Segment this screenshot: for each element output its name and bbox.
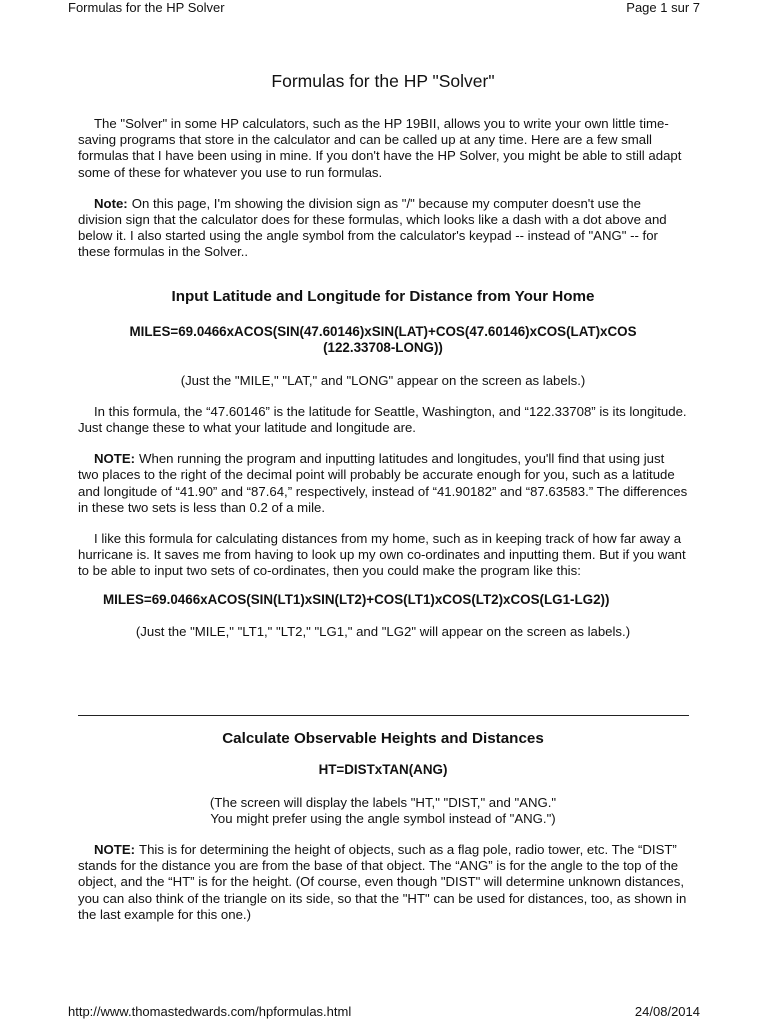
page-title: Formulas for the HP "Solver" xyxy=(271,71,495,91)
source-url: http://www.thomastedwards.com/hpformulas.html xyxy=(68,1004,352,1019)
note-text: This is for determining the height of objects, such as a flag pole, radio tower, etc. The “DIST” stands for the distance you are from the base of that object. The “ANG” is for the angle to the top of the object, and the “HT” is for the height. (Of course, even though "DIST" will determine unknown distances, you can also think of the triangle on its side, so that the "HT" can be used for distances, too, as shown in the last example for this one.) xyxy=(78,841,687,922)
note-label: Note: xyxy=(94,195,128,211)
intro-paragraph: The "Solver" in some HP calculators, such as the HP 19BII, allows you to write your own little time-saving programs that store in the calculator and can be called up at any time. Here are a few small formulas that I have been using in mine. If you don't have the HP Solver, you might be able to still adapt some of these for whatever you use to run formulas. xyxy=(78,116,682,180)
intro-note xyxy=(78,196,688,261)
heights-section xyxy=(78,729,688,923)
section-divider xyxy=(78,715,689,716)
precision-note xyxy=(78,451,688,516)
labels-note-line: (The screen will display the labels "HT," "DIST," and "ANG." xyxy=(209,794,557,810)
section-heading-distance: Input Latitude and Longitude for Distance from Your Home xyxy=(171,287,595,305)
note-label: NOTE: xyxy=(94,841,136,857)
header-page-number: Page 1 sur 7 xyxy=(626,0,700,15)
running-footer xyxy=(68,1004,700,1020)
labels-note: (Just the "MILE," "LT1," "LT2," "LG1," and "LG2" will appear on the screen as labels.) xyxy=(135,624,631,640)
labels-note: (Just the "MILE," "LAT," and "LONG" appear on the screen as labels.) xyxy=(180,372,586,388)
section-heading-heights: Calculate Observable Heights and Distances xyxy=(222,730,544,747)
two-coordinates-paragraph: I like this formula for calculating distances from my home, such as in keeping track of how far away a hurricane is. It saves me from having to look up my own co-ordinates and inputting them. But if you want to be able to input two sets of co-ordinates, then you could make the program like this: xyxy=(78,531,686,579)
header-doc-title: Formulas for the HP Solver xyxy=(68,0,225,15)
note-text: When running the program and inputting latitudes and longitudes, you'll find that using just two places to the right of the decimal point will probably be accurate enough for you, such as a latitude and longitude of “41.90” and “87.64,” respectively, instead of “41.90182” and “87.63583.” The differences in these two sets is less than 0.2 of a mile. xyxy=(78,451,688,515)
formula-line: (122.33708-LONG)) xyxy=(323,340,443,356)
document-body xyxy=(78,70,688,640)
note-text: On this page, I'm showing the division sign as "/" because my computer doesn't use the division sign that the calculator does for these formulas, which looks like a dash with a dot above and below it. I also started using the angle symbol from the calculator's keypad -- instead of "ANG" -- for these formulas in the Solver.. xyxy=(78,195,667,260)
latitude-explanation: In this formula, the “47.60146” is the latitude for Seattle, Washington, and “122.33708” is its longitude. Just change these to what your latitude and longitude are. xyxy=(78,403,687,436)
height-note xyxy=(78,842,688,923)
height-formula: HT=DISTxTAN(ANG) xyxy=(318,762,448,777)
formula-line: MILES=69.0466xACOS(SIN(47.60146)xSIN(LAT)+COS(47.60146)xCOS(LAT)xCOS xyxy=(129,323,637,339)
print-date: 24/08/2014 xyxy=(634,1004,700,1019)
labels-note xyxy=(78,795,688,827)
two-coordinates-formula: MILES=69.0466xACOS(SIN(LT1)xSIN(LT2)+COS(LT1)xCOS(LT2)xCOS(LG1-LG2)) xyxy=(103,591,610,607)
distance-formula xyxy=(78,324,688,357)
labels-note-line: You might prefer using the angle symbol instead of "ANG.") xyxy=(210,810,556,826)
running-header xyxy=(68,0,700,18)
note-label: NOTE: xyxy=(94,451,136,467)
